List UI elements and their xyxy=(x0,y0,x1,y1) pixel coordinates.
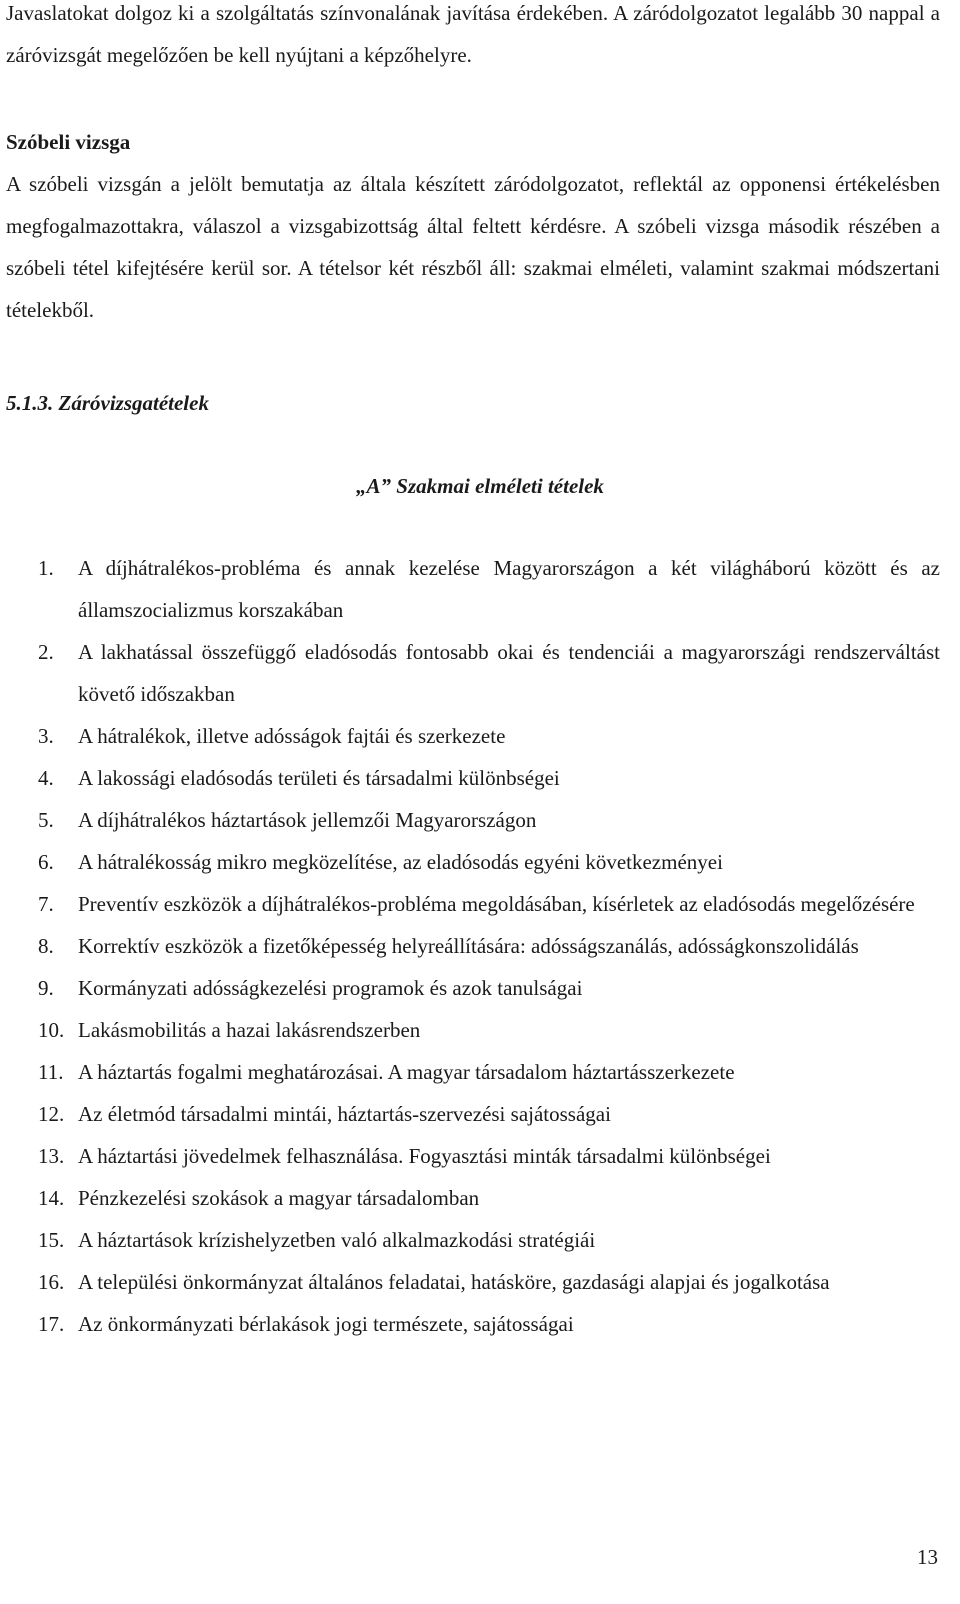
topic-text: A háztartás fogalmi meghatározásai. A magyar társadalom háztartásszerkezete xyxy=(78,1060,735,1084)
topic-number: 15. xyxy=(38,1228,65,1252)
topic-item xyxy=(6,1135,940,1177)
topic-text: Preventív eszközök a díjhátralékos-probléma megoldásában, kísérletek az eladósodás megelőzésére xyxy=(78,892,915,916)
topic-item xyxy=(6,1261,940,1303)
topic-item xyxy=(6,883,940,925)
topic-number: 13. xyxy=(38,1144,65,1168)
topic-text: Pénzkezelési szokások a magyar társadalomban xyxy=(78,1186,480,1210)
topic-text: A lakossági eladósodás területi és társadalmi különbségei xyxy=(78,766,560,790)
topic-text: A települési önkormányzat általános feladatai, hatásköre, gazdasági alapjai és jogalkotása xyxy=(78,1270,830,1294)
topic-number: 12. xyxy=(38,1102,65,1126)
topic-item xyxy=(6,547,940,631)
topic-number: 17. xyxy=(38,1312,65,1336)
topic-number: 5. xyxy=(38,808,54,832)
topic-number: 4. xyxy=(38,766,54,790)
topic-item xyxy=(6,799,940,841)
topic-item xyxy=(6,715,940,757)
topic-text: Lakásmobilitás a hazai lakásrendszerben xyxy=(78,1018,421,1042)
topic-item xyxy=(6,925,940,967)
topic-text: A háztartási jövedelmek felhasználása. Fogyasztási minták társadalmi különbségei xyxy=(78,1144,771,1168)
topic-number: 10. xyxy=(38,1018,65,1042)
section-heading: 5.1.3. Záróvizsgatételek xyxy=(6,391,209,415)
topic-item xyxy=(6,967,940,1009)
topic-number: 3. xyxy=(38,724,54,748)
topic-item xyxy=(6,1093,940,1135)
topic-item xyxy=(6,1177,940,1219)
topic-text: Korrektív eszközök a fizetőképesség helyreállítására: adósságszanálás, adósságkonszolidálás xyxy=(78,934,859,958)
topic-list xyxy=(6,547,940,1345)
topic-text: Az önkormányzati bérlakások jogi természete, sajátosságai xyxy=(78,1312,574,1336)
topic-number: 2. xyxy=(38,640,54,664)
topic-item xyxy=(6,1219,940,1261)
topic-number: 9. xyxy=(38,976,54,1000)
topic-item xyxy=(6,1051,940,1093)
page-number: 13 xyxy=(917,1545,938,1569)
topic-item xyxy=(6,1303,940,1345)
topic-text: Kormányzati adósságkezelési programok és azok tanulságai xyxy=(78,976,583,1000)
topic-item xyxy=(6,631,940,715)
topic-number: 16. xyxy=(38,1270,65,1294)
topic-item xyxy=(6,1009,940,1051)
topic-number: 1. xyxy=(38,556,54,580)
topic-text: A háztartások krízishelyzetben való alkalmazkodási stratégiái xyxy=(78,1228,596,1252)
topic-text: Az életmód társadalmi mintái, háztartás-szervezési sajátosságai xyxy=(78,1102,611,1126)
oral-exam-paragraph: A szóbeli vizsgán a jelölt bemutatja az általa készített záródolgozatot, reflektál az opponensi értékelésben megfogalmazottakra, válaszol a vizsgabizottság által feltett kérdésre. A szóbeli vizsga második részében a szóbeli tétel kifejtésére kerül sor. A tételsor két részből áll: szakmai elméleti, valamint szakmai módszertani tételekből. xyxy=(6,172,940,322)
topic-number: 7. xyxy=(38,892,54,916)
topic-text: A hátralékosság mikro megközelítése, az eladósodás egyéni következményei xyxy=(78,850,723,874)
intro-paragraph: Javaslatokat dolgoz ki a szolgáltatás színvonalának javítása érdekében. A záródolgozatot legalább 30 nappal a záróvizsgát megelőzően be kell nyújtani a képzőhelyre. xyxy=(6,1,940,67)
oral-exam-heading: Szóbeli vizsga xyxy=(6,130,131,154)
topic-number: 6. xyxy=(38,850,54,874)
topic-number: 14. xyxy=(38,1186,65,1210)
topic-text: A lakhatással összefüggő eladósodás fontosabb okai és tendenciái a magyarországi rendszerváltást követő időszakban xyxy=(78,640,940,706)
topic-text: A díjhátralékos háztartások jellemzői Magyarországon xyxy=(78,808,537,832)
section-subheading: „A” Szakmai elméleti tételek xyxy=(356,474,604,498)
topic-text: A hátralékok, illetve adósságok fajtái és szerkezete xyxy=(78,724,506,748)
topic-number: 8. xyxy=(38,934,54,958)
topic-item xyxy=(6,757,940,799)
topic-text: A díjhátralékos-probléma és annak kezelése Magyarországon a két világháború között és az államszocializmus korszakában xyxy=(78,556,940,622)
topic-item xyxy=(6,841,940,883)
topic-number: 11. xyxy=(38,1060,64,1084)
